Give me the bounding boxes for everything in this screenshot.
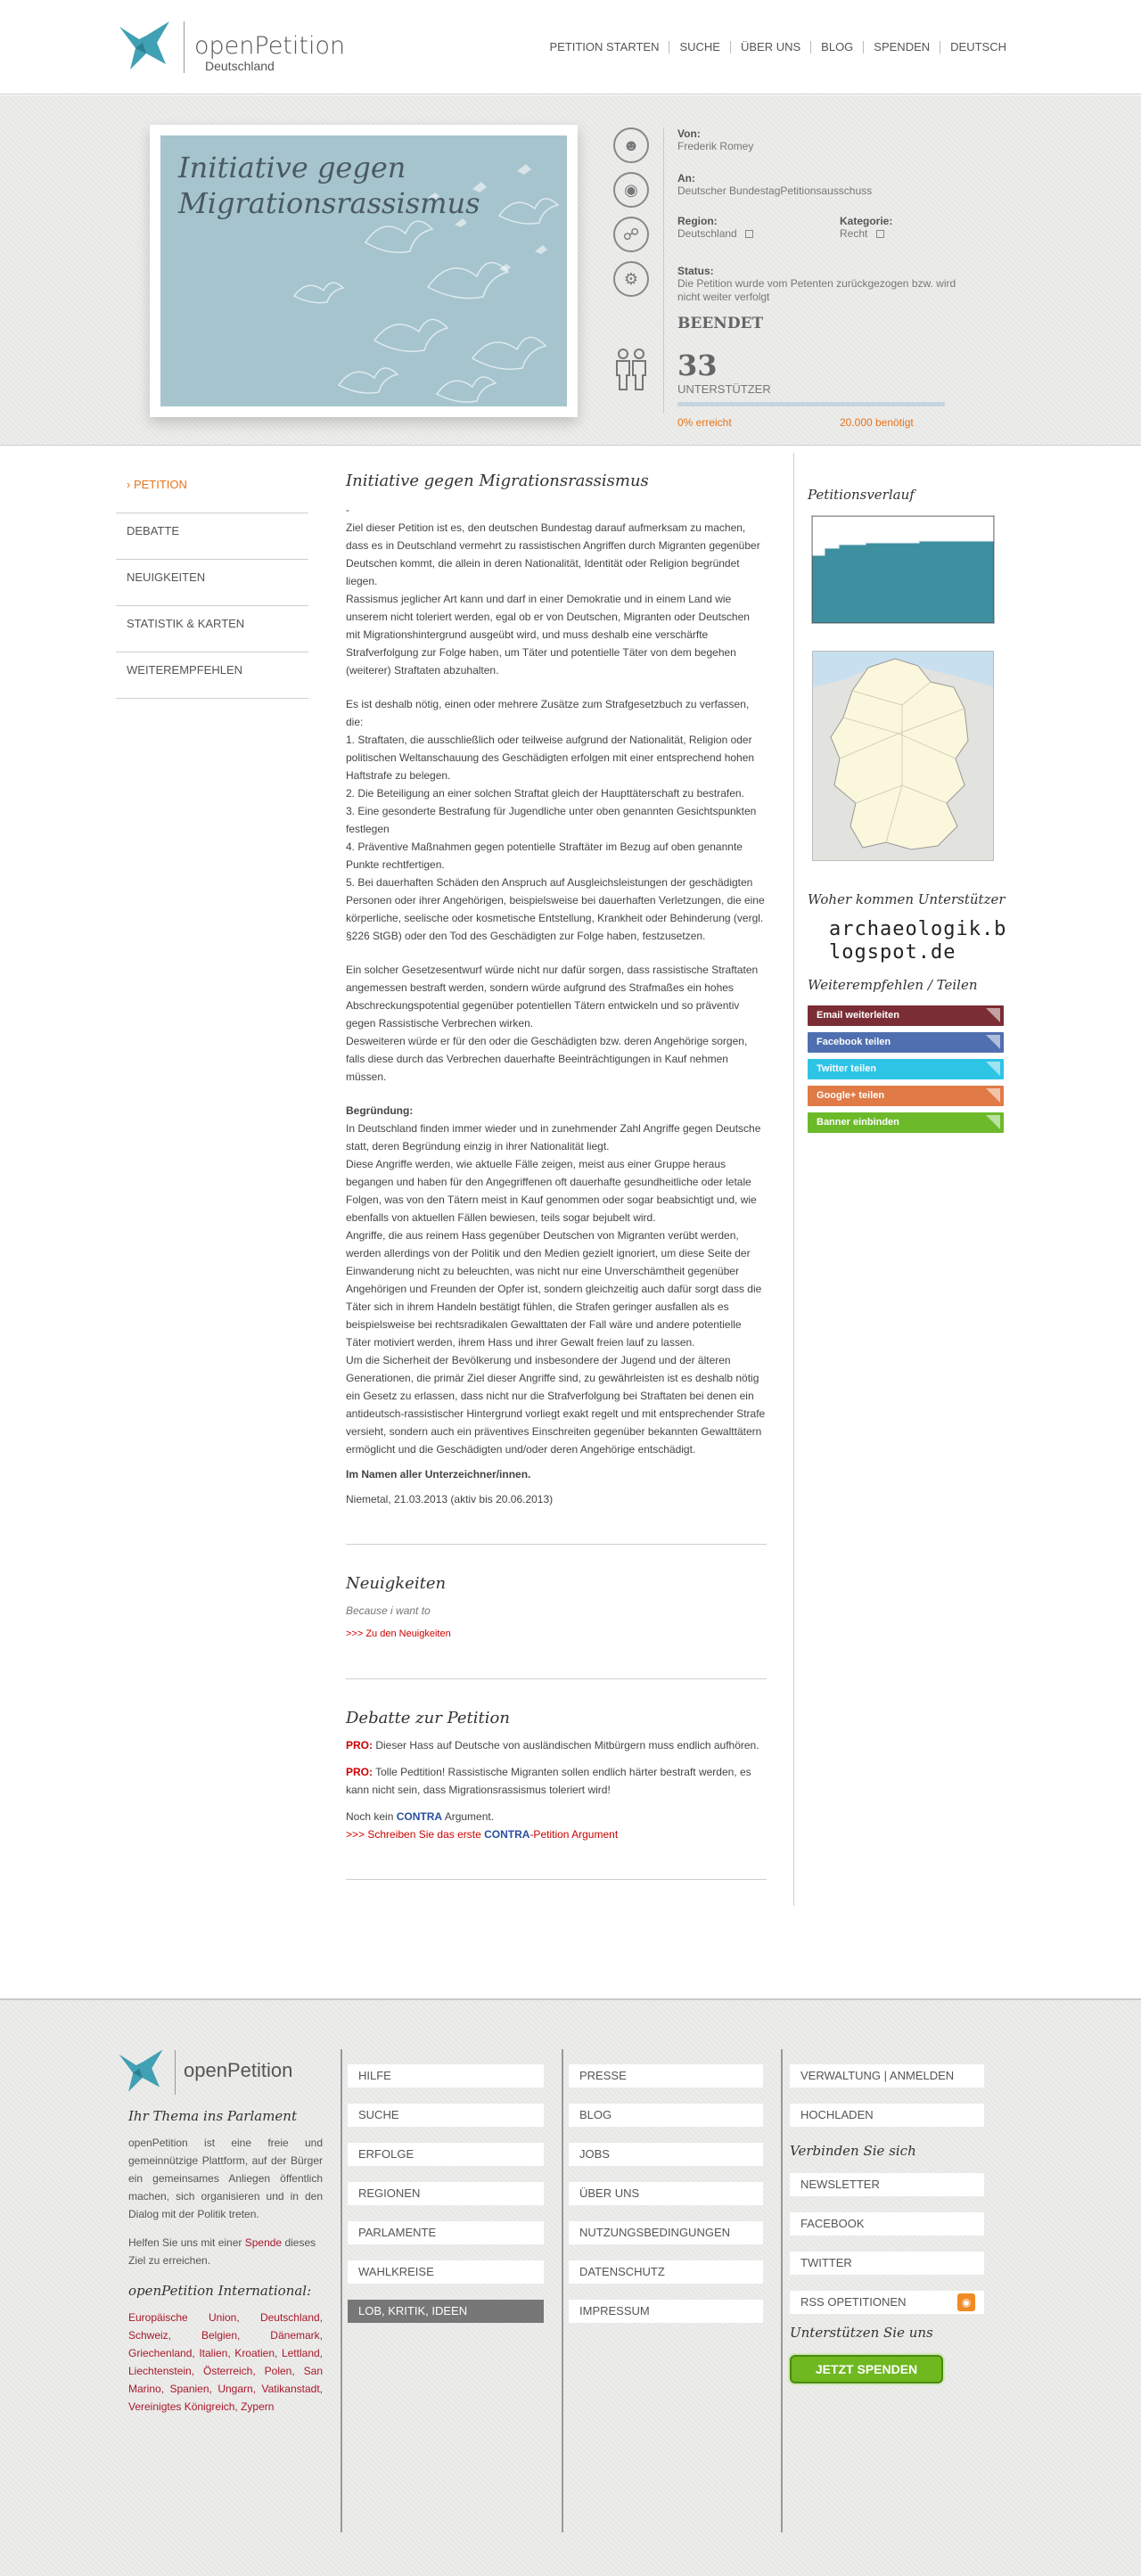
share-email-button[interactable]: Email weiterleiten	[808, 1005, 1004, 1026]
begruendung-label: Begründung:	[346, 1104, 414, 1117]
place-date: Niemetal, 21.03.2013 (aktiv bis 20.06.2013)	[346, 1493, 554, 1505]
footer-divider	[781, 2049, 783, 2532]
donate-now-button[interactable]: JETZT SPENDEN	[790, 2355, 943, 2383]
status-icon: ⚙	[613, 261, 649, 297]
referrer-domain[interactable]: archaeologik.blogspot.de	[829, 918, 1007, 964]
dash: -	[346, 504, 349, 516]
connect-title: Verbinden Sie sich	[790, 2143, 916, 2159]
intl-countries[interactable]: Europäische Union, Deutschland, Schweiz, Belgien, Dänemark, Griechenland, Italien, Kroatien, Lettland, Liechtenstein, Österreich, Polen, San Marino, Spanien, Ungarn, Vatikanstadt, Vereinigtes Königreich, Zypern	[128, 2311, 323, 2413]
text-p2: Rassismus jeglicher Art kann und darf in einer Demokratie und in einem Land wie unserem nicht toleriert werden, egal ob er von Deutschen, Migranten oder Deutschen mit Migrationshintergrund ausgeübt wird, und muss deshalb eine verschärfte Strafverfolgung zur Folge haben, um Täter und potentielle Täter von dem begehen (weiterer) Straftaten abzuhalten.	[346, 593, 750, 677]
footer-rss[interactable]: RSS OPETITIONEN ◉	[790, 2291, 984, 2314]
news-link[interactable]: >>> Zu den Neuigkeiten	[346, 1628, 451, 1639]
petition-progress-chart[interactable]	[811, 515, 995, 624]
status-ended: BEENDET	[677, 315, 764, 332]
begruendung-4: Um die Sicherheit der Bevölkerung und insbesondere der Jugend und der älteren Generationen, die primär Ziel dieser Angriffe sind, zu gewährleisten ist es deshalb nötig ein Gesetz zu erlassen, dass nicht nur die Strafverfolgung bei Straftaten bei denen ein antideutsch-rassistischer Hintergrund vorliegt exakt regelt und mit entsprechender Strafe versieht, sondern auch ein präventives Einschreiten gegenüber bekannten Gewalttätern ermöglicht und die Geschädigten und/oder deren Angehörige entschädigt.	[346, 1354, 766, 1456]
list-item-5: 5. Bei dauerhaften Schäden den Anspruch auf Ausgleichsleistungen der geschädigten Personen oder ihrer Angehörigen, beispielsweise bei dauerhaften Verletzungen, die eine körperliche, seelische oder kosmetische Entstellung, Krankheit oder Behinderung (vergl. §226 StGB) oder den Tod des Geschädigten zur Folge haben, festzusetzen.	[346, 876, 765, 942]
nav-ueber-uns[interactable]: ÜBER UNS	[730, 41, 810, 53]
footer-datenschutz[interactable]: DATENSCHUTZ	[569, 2260, 763, 2284]
site-header	[0, 0, 1141, 94]
petition-image-title: Initiative gegen Migrationsrassismus	[178, 151, 480, 220]
status-value: Die Petition wurde vom Petenten zurückgezogen bzw. wird nicht weiter verfolgt	[677, 277, 956, 303]
target-icon: ◉	[613, 172, 649, 208]
nav-petition-starten[interactable]: PETITION STARTEN	[549, 40, 660, 53]
donate-link[interactable]: Spende	[244, 2236, 283, 2249]
share-googleplus-button[interactable]: Google+ teilen	[808, 1086, 1004, 1106]
footer-help-text: Helfen Sie uns mit einer Spende dieses Ziel zu erreichen.	[128, 2236, 316, 2267]
begruendung-3: Angriffe, die aus reinem Hass gegenüber Deutschen von Migranten verübt werden, werden allerdings von der Politik und den Medien gezielt ignoriert, um diese Seite der Einwanderung nicht zu beleuchten, was nicht nur eine Unverschämtheit gegenüber Angehörigen und Freunden der Opfer ist, sondern gleichzeitig auch dafür sorgt dass die Täter sich in ihrem Handeln bestätigt fühlen, die Strafen geringer ausfallen als es beispielsweise bei rechtsradikalen Gewalttaten der Fall wäre und andere potentielle Täter motiviert werden, ihrem Hass und ihrer Gewalt freien lauf zu lassen.	[346, 1229, 762, 1349]
footer-nutzungsbedingungen[interactable]: NUTZUNGSBEDINGUNGEN	[569, 2221, 763, 2244]
nav-blog[interactable]: BLOG	[810, 41, 863, 53]
text-p1: Ziel dieser Petition ist es, den deutschen Bundestag darauf aufmerksam zu machen, dass es in Deutschland vermehrt zu rassistischen Angriffen durch Migranten gegenüber Deutschen kommt, die allein in deren Nationalität, Identität oder Religion begründet liegen.	[346, 521, 760, 587]
external-link-icon	[745, 230, 753, 238]
germany-map-graphic	[813, 652, 994, 861]
supporters-label: UNTERSTÜTZER	[677, 382, 771, 396]
site-footer	[0, 1998, 1141, 2576]
petition-image-frame	[150, 125, 578, 417]
an-value: Deutscher BundestagPetitionsausschuss	[677, 185, 873, 197]
begruendung-1: In Deutschland finden immer wieder und in zunehmender Zahl Angriffe gegen Deutsche statt, deren Begründung einzig in ihrer Nationalität liegt.	[346, 1122, 761, 1153]
write-contra-link[interactable]: >>> Schreiben Sie das erste CONTRA-Petition Argument	[346, 1828, 619, 1841]
corner-arrow-icon	[986, 1088, 1000, 1103]
dove-logo-icon	[116, 2047, 166, 2096]
list-item-1: 1. Straftaten, die ausschließlich oder teilweise aufgrund der Nationalität, Religion oder politischen Weltanschauung des Geschädigten erfolgen mit einer entsprechend hohen Haftstrafe zu belegen.	[346, 734, 755, 782]
pro-argument-1[interactable]: PRO: Dieser Hass auf Deutsche von ausländischen Mitbürgern muss endlich aufhören.	[346, 1739, 759, 1752]
begruendung-2: Diese Angriffe werden, wie aktuelle Fälle zeigen, meist aus einer Gruppe heraus begangen und haben für den Angegriffenen oft dauerhafte gesundheitliche oder letale Folgen, was von den Tätern meist in Kauf genommen oder sogar beabsichtigt und, wie ebenfalls von aktuellen Fällen bewiesen, teils sogar bejubelt wird.	[346, 1158, 757, 1224]
footer-divider	[341, 2049, 342, 2532]
subnav-statistik[interactable]: STATISTIK & KARTEN	[116, 606, 308, 652]
footer-divider	[562, 2049, 563, 2532]
petition-image	[160, 135, 567, 406]
kategorie-label: Kategorie:	[840, 215, 893, 227]
petition-content	[346, 472, 767, 1880]
divider	[346, 1879, 767, 1880]
rss-icon: ◉	[957, 2293, 975, 2311]
kategorie-value[interactable]: Recht	[840, 227, 884, 241]
footer-feedback[interactable]: LOB, KRITIK, IDEEN	[348, 2300, 544, 2323]
person-icon: ☻	[613, 127, 649, 163]
footer-ueber-uns[interactable]: ÜBER UNS	[569, 2182, 763, 2205]
footer-facebook[interactable]: FACEBOOK	[790, 2212, 984, 2236]
von-value: Frederik Romey	[677, 140, 754, 152]
nav-spenden[interactable]: SPENDEN	[863, 41, 940, 53]
debate-title: Debatte zur Petition	[346, 1709, 510, 1727]
news-title: Neuigkeiten	[346, 1574, 447, 1593]
footer-impressum[interactable]: IMPRESSUM	[569, 2300, 763, 2323]
footer-about	[128, 2107, 323, 2416]
region-value[interactable]: Deutschland	[677, 227, 753, 241]
divider	[346, 1678, 767, 1679]
petition-title: Initiative gegen Migrationsrassismus	[346, 472, 649, 490]
share-title: Weiterempfehlen / Teilen	[808, 977, 978, 993]
text-p5: Desweiteren würde er für den oder die Geschädigten bzw. deren Angehörige sorgen, falls diese durch das Verbrechen dauerhafte Beeinträchtigungen in Kauf nehmen müssen.	[346, 1035, 748, 1083]
progress-needed: 20.000 benötigt	[840, 416, 914, 429]
brand-name: openPetition	[194, 32, 346, 60]
dove-logo-icon	[116, 18, 173, 75]
verlauf-title: Petitionsverlauf	[808, 487, 915, 503]
petition-info	[613, 127, 961, 429]
footer-regionen[interactable]: REGIONEN	[348, 2182, 544, 2205]
brand-region: Deutschland	[205, 59, 275, 73]
von-label: Von:	[677, 127, 701, 140]
footer-col-2	[569, 2064, 763, 2339]
subnav-debatte[interactable]: DEBATTE	[116, 513, 308, 560]
site-logo[interactable]	[116, 16, 346, 78]
footer-about-text: openPetition ist eine freie und gemeinnützige Plattform, auf der Bürger ein gemeinsames Anliegen öffentlich machen, sich organisieren und in den Dialog mit der Politik treten.	[128, 2137, 323, 2220]
corner-arrow-icon	[986, 1008, 1000, 1022]
progress-reached: 0% erreicht	[677, 416, 732, 429]
footer-slogan: Ihr Thema ins Parlament	[128, 2108, 297, 2124]
top-navigation	[539, 41, 1016, 53]
external-link-icon	[876, 230, 884, 238]
text-p3: Es ist deshalb nötig, einen oder mehrere Zusätze zum Strafgesetzbuch zu verfassen, die:	[346, 698, 750, 728]
corner-arrow-icon	[986, 1035, 1000, 1049]
an-label: An:	[677, 172, 695, 185]
nav-language[interactable]: DEUTSCH	[940, 41, 1016, 53]
support-title: Unterstützen Sie uns	[790, 2325, 933, 2341]
footer-brand-name: openPetition	[184, 2059, 293, 2081]
logo-divider	[184, 21, 185, 73]
status-label: Status:	[677, 265, 714, 277]
list-item-4: 4. Präventive Maßnahmen gegen potentielle Straftäter im Bezug auf oben genannte Punkte rechtfertigen.	[346, 841, 743, 871]
progress-chart-graphic	[812, 516, 994, 623]
footer-erfolge[interactable]: ERFOLGE	[348, 2143, 544, 2166]
pro-argument-2[interactable]: PRO: Tolle Pedtition! Rassistische Migranten sollen endlich härter bestraft werden, es kann nicht sein, dass Migrationsrassismus toleriert wird!	[346, 1766, 751, 1796]
footer-jobs[interactable]: JOBS	[569, 2143, 763, 2166]
footer-twitter[interactable]: TWITTER	[790, 2252, 984, 2275]
text-p4: Ein solcher Gesetzesentwurf würde nicht nur dafür sorgen, dass rassistische Straftaten angemessen bestraft werden, sondern würde aufgrund des Strafmaßes ein hohes Abschreckungspotential gegenüber potentiellen Tätern entwickeln und so präventiv gegen Rassistische Verbrechen wirken.	[346, 964, 759, 1030]
sidebar-divider	[793, 453, 794, 1906]
info-divider	[663, 127, 664, 413]
nav-suche[interactable]: SUCHE	[669, 41, 730, 53]
footer-col-1	[348, 2064, 544, 2339]
region-label: Region:	[677, 215, 718, 227]
footer-newsletter[interactable]: NEWSLETTER	[790, 2173, 984, 2196]
signers-line: Im Namen aller Unterzeichner/innen.	[346, 1468, 531, 1481]
progress-bar	[677, 402, 945, 406]
footer-blog[interactable]: BLOG	[569, 2104, 763, 2127]
intl-title: openPetition International:	[128, 2283, 312, 2299]
logo-divider	[175, 2050, 176, 2095]
petition-hero	[0, 95, 1141, 446]
divider	[346, 1544, 767, 1545]
footer-hochladen[interactable]: HOCHLADEN	[790, 2104, 984, 2127]
footer-verwaltung[interactable]: VERWALTUNG | ANMELDEN	[790, 2064, 984, 2088]
footer-col-3	[790, 2064, 984, 2383]
petition-subnav	[116, 467, 308, 699]
supporters-icon	[613, 347, 649, 391]
footer-logo[interactable]	[116, 2047, 294, 2098]
footer-hilfe[interactable]: HILFE	[348, 2064, 544, 2088]
subnav-neuigkeiten[interactable]: NEUIGKEITEN	[116, 560, 308, 606]
supporters-count: 33	[677, 349, 718, 382]
footer-wahlkreise[interactable]: WAHLKREISE	[348, 2260, 544, 2284]
share-twitter-button[interactable]: Twitter teilen	[808, 1059, 1004, 1079]
no-contra-note: Noch kein CONTRA Argument.	[346, 1810, 495, 1823]
supporters-map[interactable]	[812, 651, 994, 861]
subnav-petition[interactable]: › PETITION	[116, 467, 308, 513]
footer-suche[interactable]: SUCHE	[348, 2104, 544, 2127]
woher-title: Woher kommen Unterstützer	[808, 891, 1006, 907]
list-item-3: 3. Eine gesonderte Bestrafung für Jugendliche unter oben genannten Gesichtspunkten festlegen	[346, 805, 757, 835]
corner-arrow-icon	[986, 1115, 1000, 1129]
share-facebook-button[interactable]: Facebook teilen	[808, 1032, 1004, 1053]
list-item-2: 2. Die Beteiligung an einer solchen Straftat gleich der Haupttäterschaft zu bestrafen.	[346, 787, 744, 800]
share-banner-button[interactable]: Banner einbinden	[808, 1112, 1004, 1133]
globe-icon: ☍	[613, 217, 649, 252]
subnav-weiterempfehlen[interactable]: WEITEREMPFEHLEN	[116, 652, 308, 699]
footer-parlamente[interactable]: PARLAMENTE	[348, 2221, 544, 2244]
news-text: Because i want to	[346, 1604, 431, 1617]
footer-presse[interactable]: PRESSE	[569, 2064, 763, 2088]
corner-arrow-icon	[986, 1062, 1000, 1076]
